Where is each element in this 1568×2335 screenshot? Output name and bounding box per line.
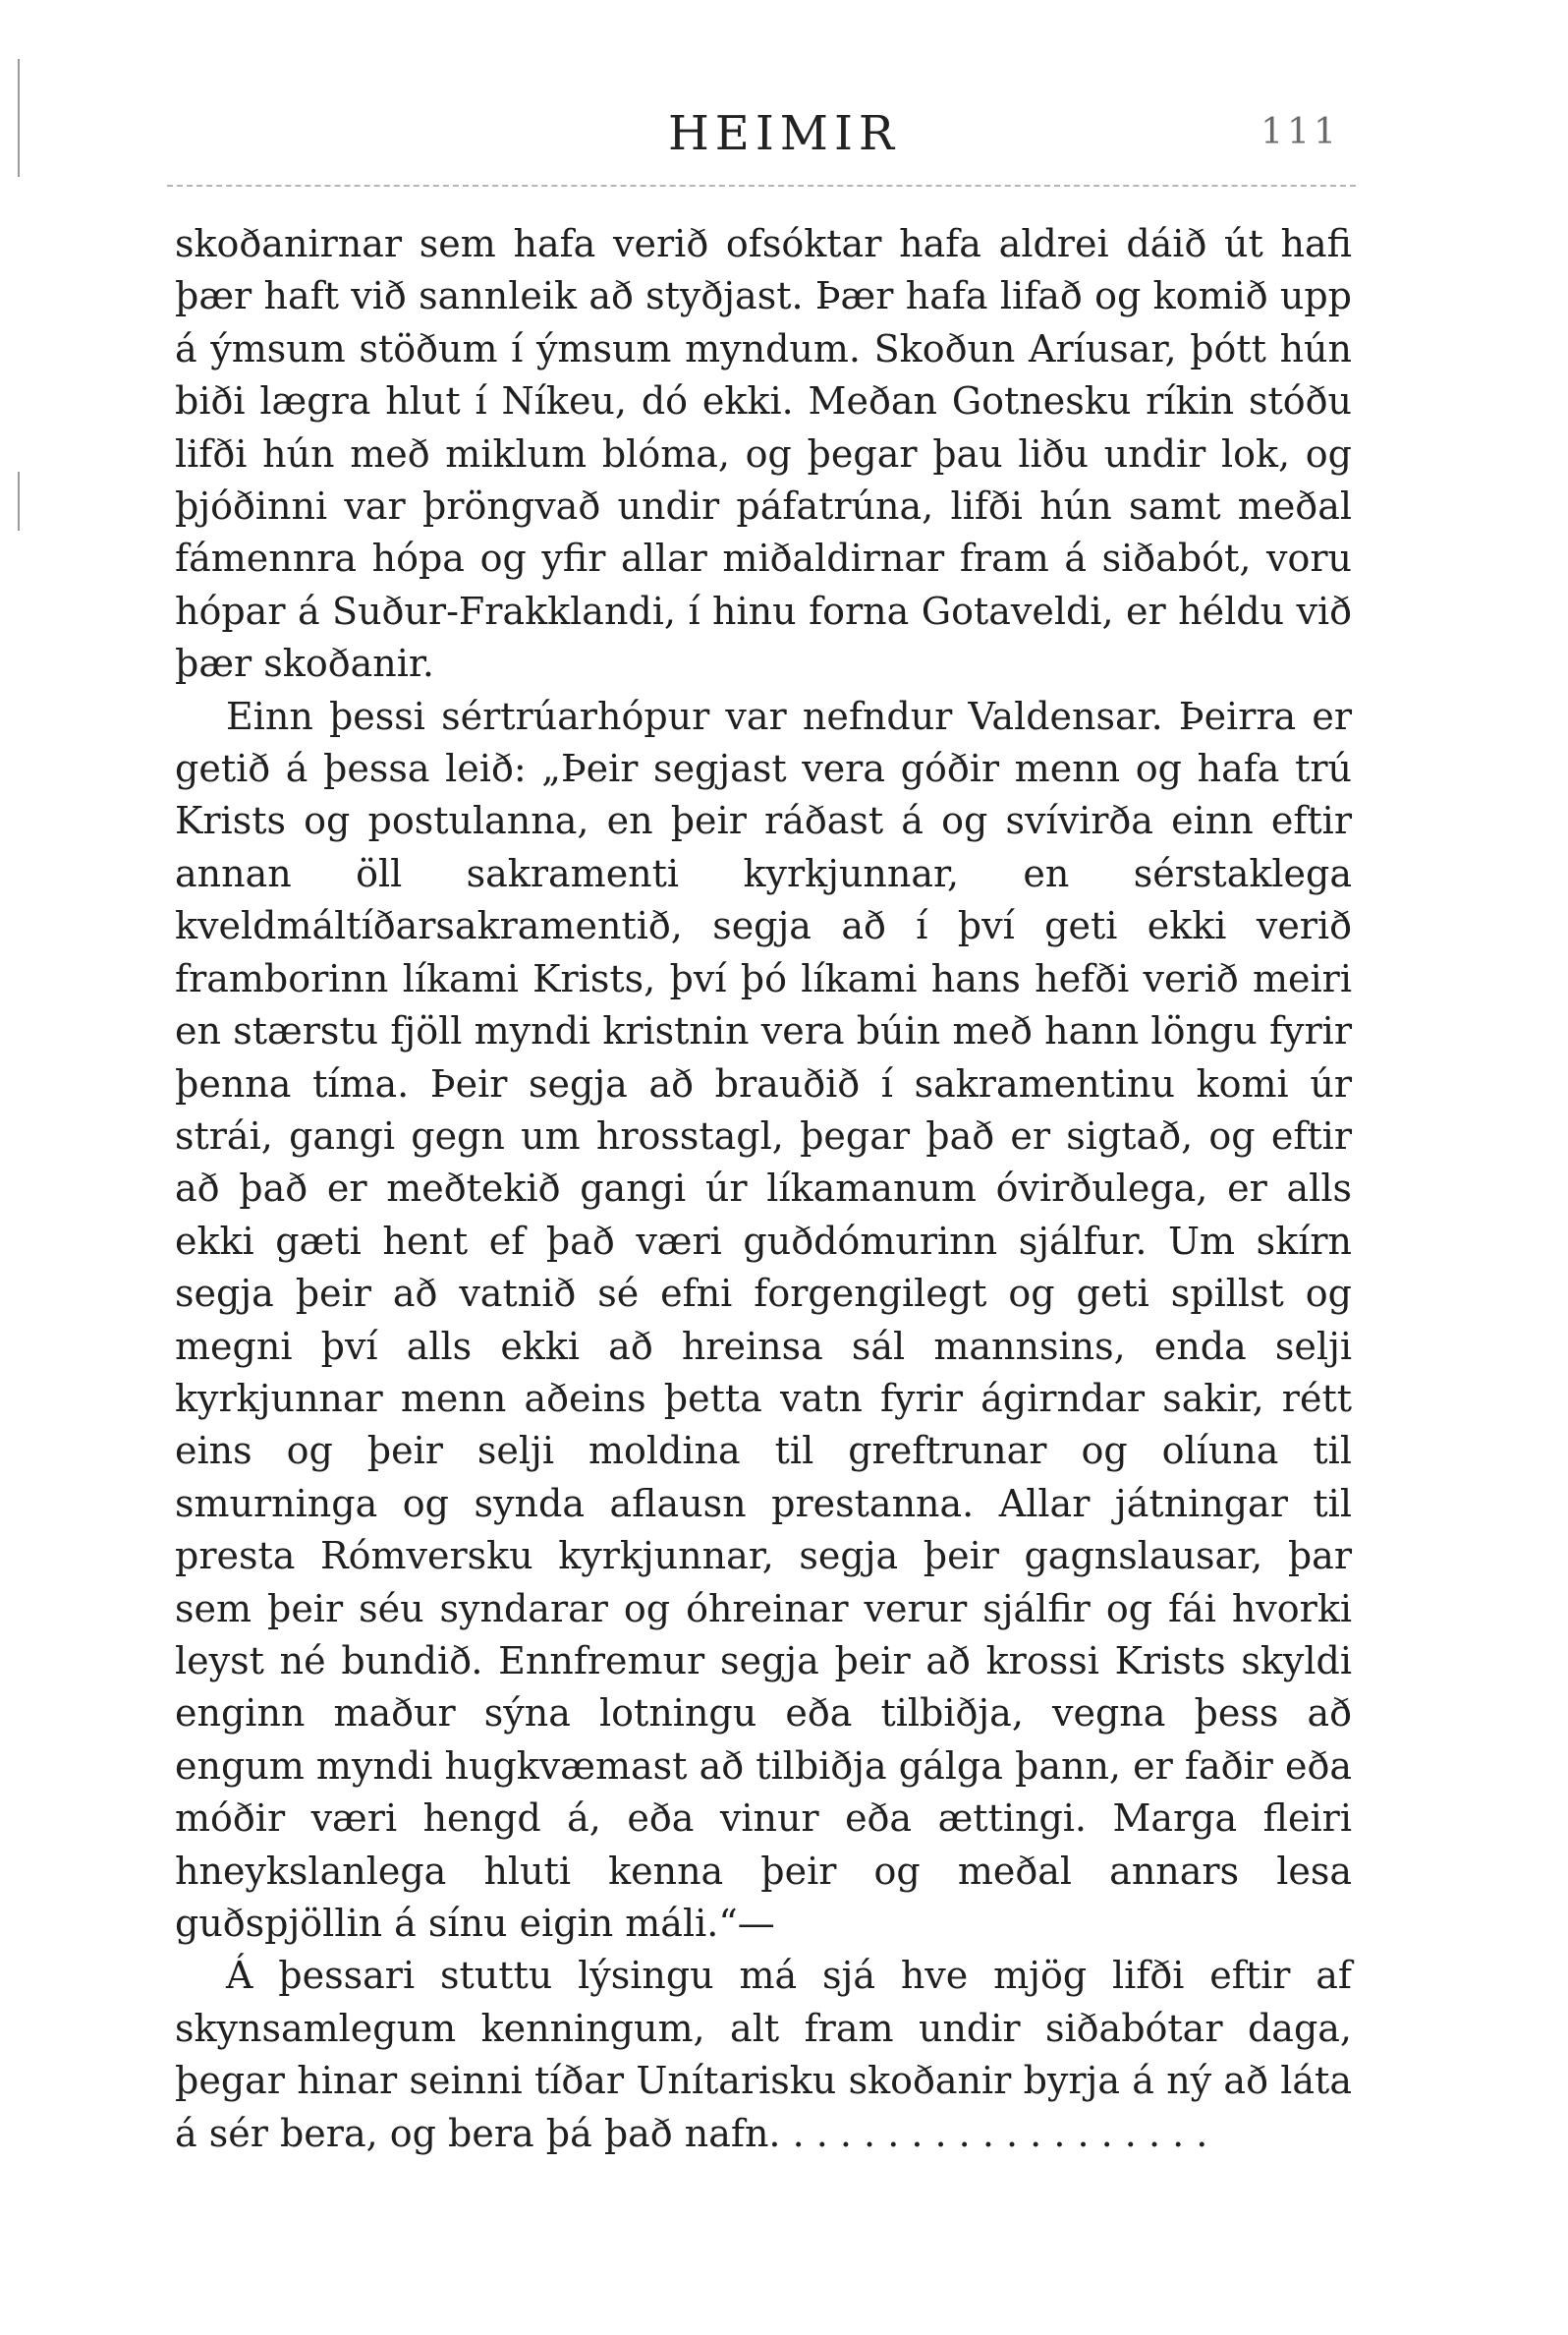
scan-edge-mark <box>18 472 20 531</box>
running-header-title: HEIMIR <box>667 106 901 161</box>
page-number: 111 <box>1260 112 1340 152</box>
paragraph-valdensar: Einn þessi sértrúarhópur var nefndur Valdensar. Þeirra er getið á þessa leið: „Þeir segjast vera góðir menn og hafa trú Krists og postulanna, en þeir ráðast á og svívirða einn eftir annan öll sakramenti kyrkjunnar, en sérstaklega kveldmáltíðarsakramentið, segja að í því geti ekki verið framborinn líkami Krists, því þó líkami hans hefði verið meiri en stærstu fjöll myndi kristnin vera búin með hann löngu fyrir þenna tíma. Þeir segja að brauðið í sakramentinu komi úr strái, gangi gegn um hrosstagl, þegar það er sigtað, og eftir að það er meðtekið gangi úr líkamanum óvirðulega, er alls ekki gæti hent ef það væri guðdómurinn sjálfur. Um skírn segja þeir að vatnið sé efni forgengilegt og geti spillst og megni því alls ekki að hreinsa sál mannsins, enda selji kyrkjunnar menn aðeins þetta vatn fyrir ágirndar sakir, rétt eins og þeir selji moldina til greftrunar og olíuna til smurninga og synda aflausn prestanna. Allar játningar til presta Rómversku kyrkjunnar, segja þeir gagnslausar, þar sem þeir séu syndarar og óhreinar verur sjálfir og fái hvorki leyst né bundið. Ennfremur segja þeir að krossi Krists skyldi enginn maður sýna lotningu eða tilbiðja, vegna þess að engum myndi hugkvæmast að tilbiðja gálga þann, er faðir eða móðir væri hengd á, eða vinur eða ættingi. Marga fleiri hneykslanlega hluti kenna þeir og meðal annars lesa guðspjöllin á sínu eigin máli.“— <box>175 694 1352 1945</box>
paragraph-conclusion: Á þessari stuttu lýsingu má sjá hve mjög lifði eftir af skynsamlegum kenningum, alt fram undir siðabótar daga, þegar hinar seinni tíðar Unítarisku skoðanir byrja á ný að láta á sér bera, og bera þá það nafn. . . . . . . . . . . . . . . . . . . <box>175 1954 1352 2155</box>
paragraph-continuation: skoðanirnar sem hafa verið ofsóktar hafa aldrei dáið út hafi þær haft við sannleik að styðjast. Þær hafa lifað og komið upp á ýmsum stöðum í ýmsum myndum. Skoðun Aríusar, þótt hún biði lægra hlut í Níkeu, dó ekki. Meðan Gotnesku ríkin stóðu lifði hún með miklum blóma, og þegar þau liðu undir lok, og þjóðinni var þröngvað undir páfatrúna, lifði hún samt meðal fámennra hópa og yfir allar miðaldirnar fram á siðabót, voru hópar á Suður-Frakklandi, í hinu forna Gotaveldi, er héldu við þær skoðanir. <box>175 222 1352 686</box>
body-text <box>175 218 1352 2160</box>
header-divider <box>167 185 1356 187</box>
